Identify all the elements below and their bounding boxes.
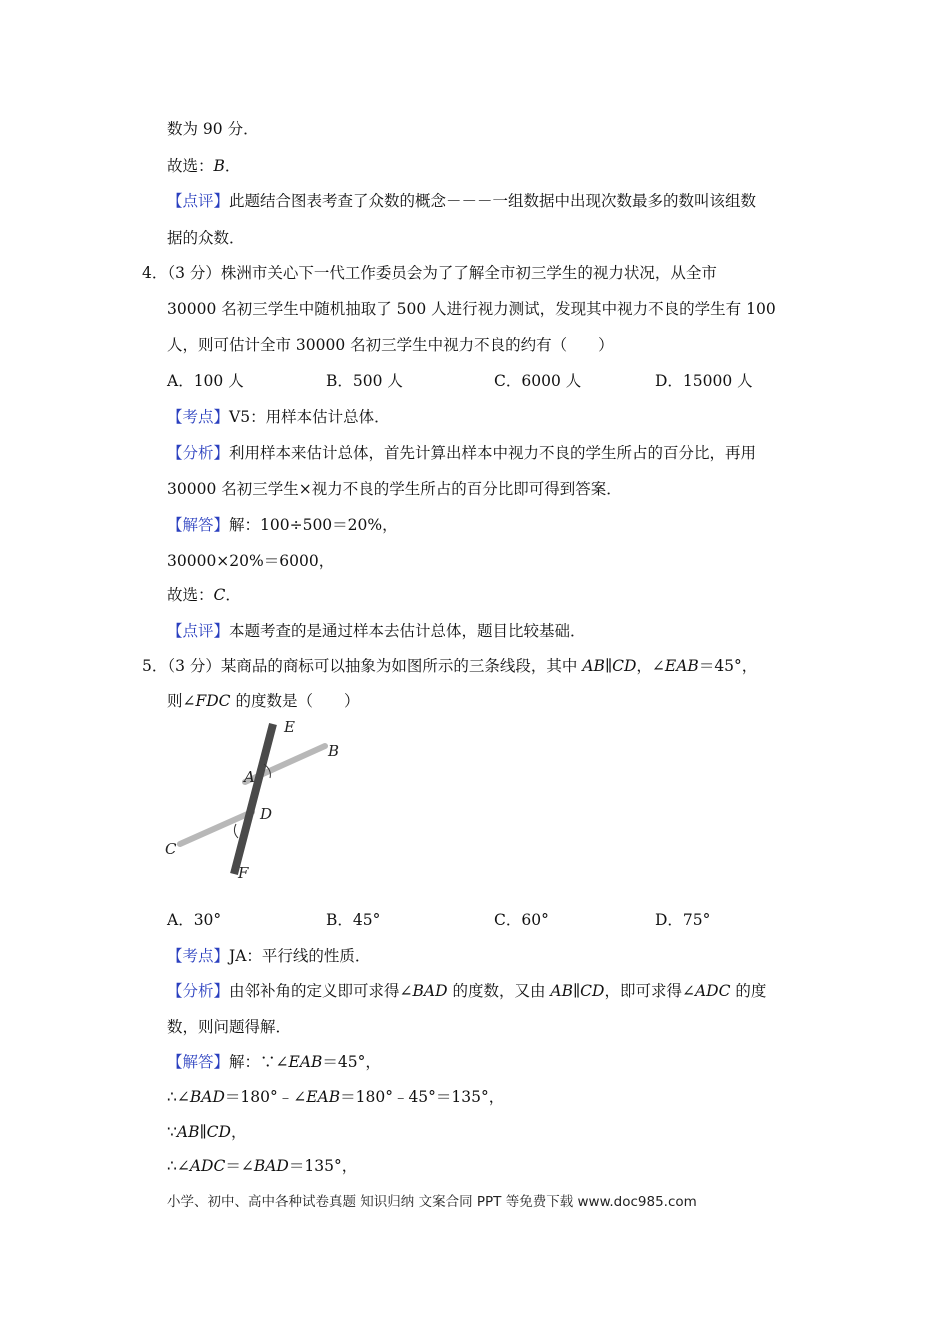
label-f: F xyxy=(238,864,249,882)
question-5-option-a: A．30° xyxy=(167,911,222,929)
question-4-knowledge-point: 【考点】V5：用样本估计总体． xyxy=(167,408,390,426)
question-5-knowledge-point: 【考点】JA：平行线的性质． xyxy=(167,947,371,965)
question-5-option-d: D．75° xyxy=(655,911,711,929)
question-5-solution: 【解答】解：∵∠EAB＝45°， xyxy=(167,1053,381,1071)
label-d: D xyxy=(260,805,273,823)
question-5-solution: ∴∠ADC＝∠BAD＝135°， xyxy=(167,1157,358,1175)
text-line: 数为 90 分． xyxy=(167,120,259,138)
question-4-comment: 【点评】本题考查的是通过样本去估计总体，题目比较基础． xyxy=(167,622,586,640)
segment-ef xyxy=(234,724,273,874)
question-4-stem: 30000 名初三学生中随机抽取了 500 人进行视力测试，发现其中视力不良的学生有 100 xyxy=(167,300,776,318)
label-c: C xyxy=(165,840,177,858)
geometry-figure xyxy=(160,716,360,886)
question-5-analysis: 数，则问题得解． xyxy=(167,1018,292,1036)
question-4-solution: 30000×20%＝6000， xyxy=(167,552,335,570)
text-line: 据的众数． xyxy=(167,229,245,247)
label-b: B xyxy=(328,742,340,760)
question-4-option-a: A．100 人 xyxy=(167,372,244,390)
question-4-analysis: 30000 名初三学生×视力不良的学生所占的百分比即可得到答案． xyxy=(167,480,622,498)
question-4-answer: 故选：C． xyxy=(167,586,241,604)
question-5-solution: ∴∠BAD＝180°﹣∠EAB＝180°﹣45°＝135°， xyxy=(167,1088,505,1106)
angle-arc-fdc xyxy=(234,824,238,838)
question-5-stem: 5．（3 分）某商品的商标可以抽象为如图所示的三条线段，其中 AB∥CD，∠EAB＝45°， xyxy=(142,657,758,675)
question-4-option-b: B．500 人 xyxy=(326,372,403,390)
text-line: 故选：B． xyxy=(167,157,241,175)
question-4-option-d: D．15000 人 xyxy=(655,372,753,390)
label-a: A xyxy=(244,768,255,786)
label-e: E xyxy=(284,718,295,736)
question-4-stem: 4．（3 分）株洲市关心下一代工作委员会为了了解全市初三学生的视力状况，从全市 xyxy=(142,264,717,282)
comment-line: 【点评】此题结合图表考查了众数的概念－－－一组数据中出现次数最多的数叫该组数 xyxy=(167,192,757,210)
question-5-option-c: C．60° xyxy=(494,911,549,929)
question-4-solution: 【解答】解：100÷500＝20%， xyxy=(167,516,398,534)
comment-tag: 【点评】 xyxy=(167,192,230,210)
question-5-analysis: 【分析】由邻补角的定义即可求得∠BAD 的度数，又由 AB∥CD，即可求得∠ADC 的度 xyxy=(167,982,767,1000)
question-5-solution: ∵AB∥CD， xyxy=(167,1123,247,1141)
question-4-stem: 人，则可估计全市 30000 名初三学生中视力不良的约有（ ） xyxy=(167,336,614,354)
question-4-analysis: 【分析】利用样本来估计总体，首先计算出样本中视力不良的学生所占的百分比，再用 xyxy=(167,444,757,462)
question-4-option-c: C．6000 人 xyxy=(494,372,582,390)
question-5-option-b: B．45° xyxy=(326,911,381,929)
question-5-stem: 则∠FDC 的度数是（ ） xyxy=(167,692,360,710)
page-footer: 小学、初中、高中各种试卷真题 知识归纳 文案合同 PPT 等免费下载 www.doc985.com xyxy=(167,1194,697,1210)
